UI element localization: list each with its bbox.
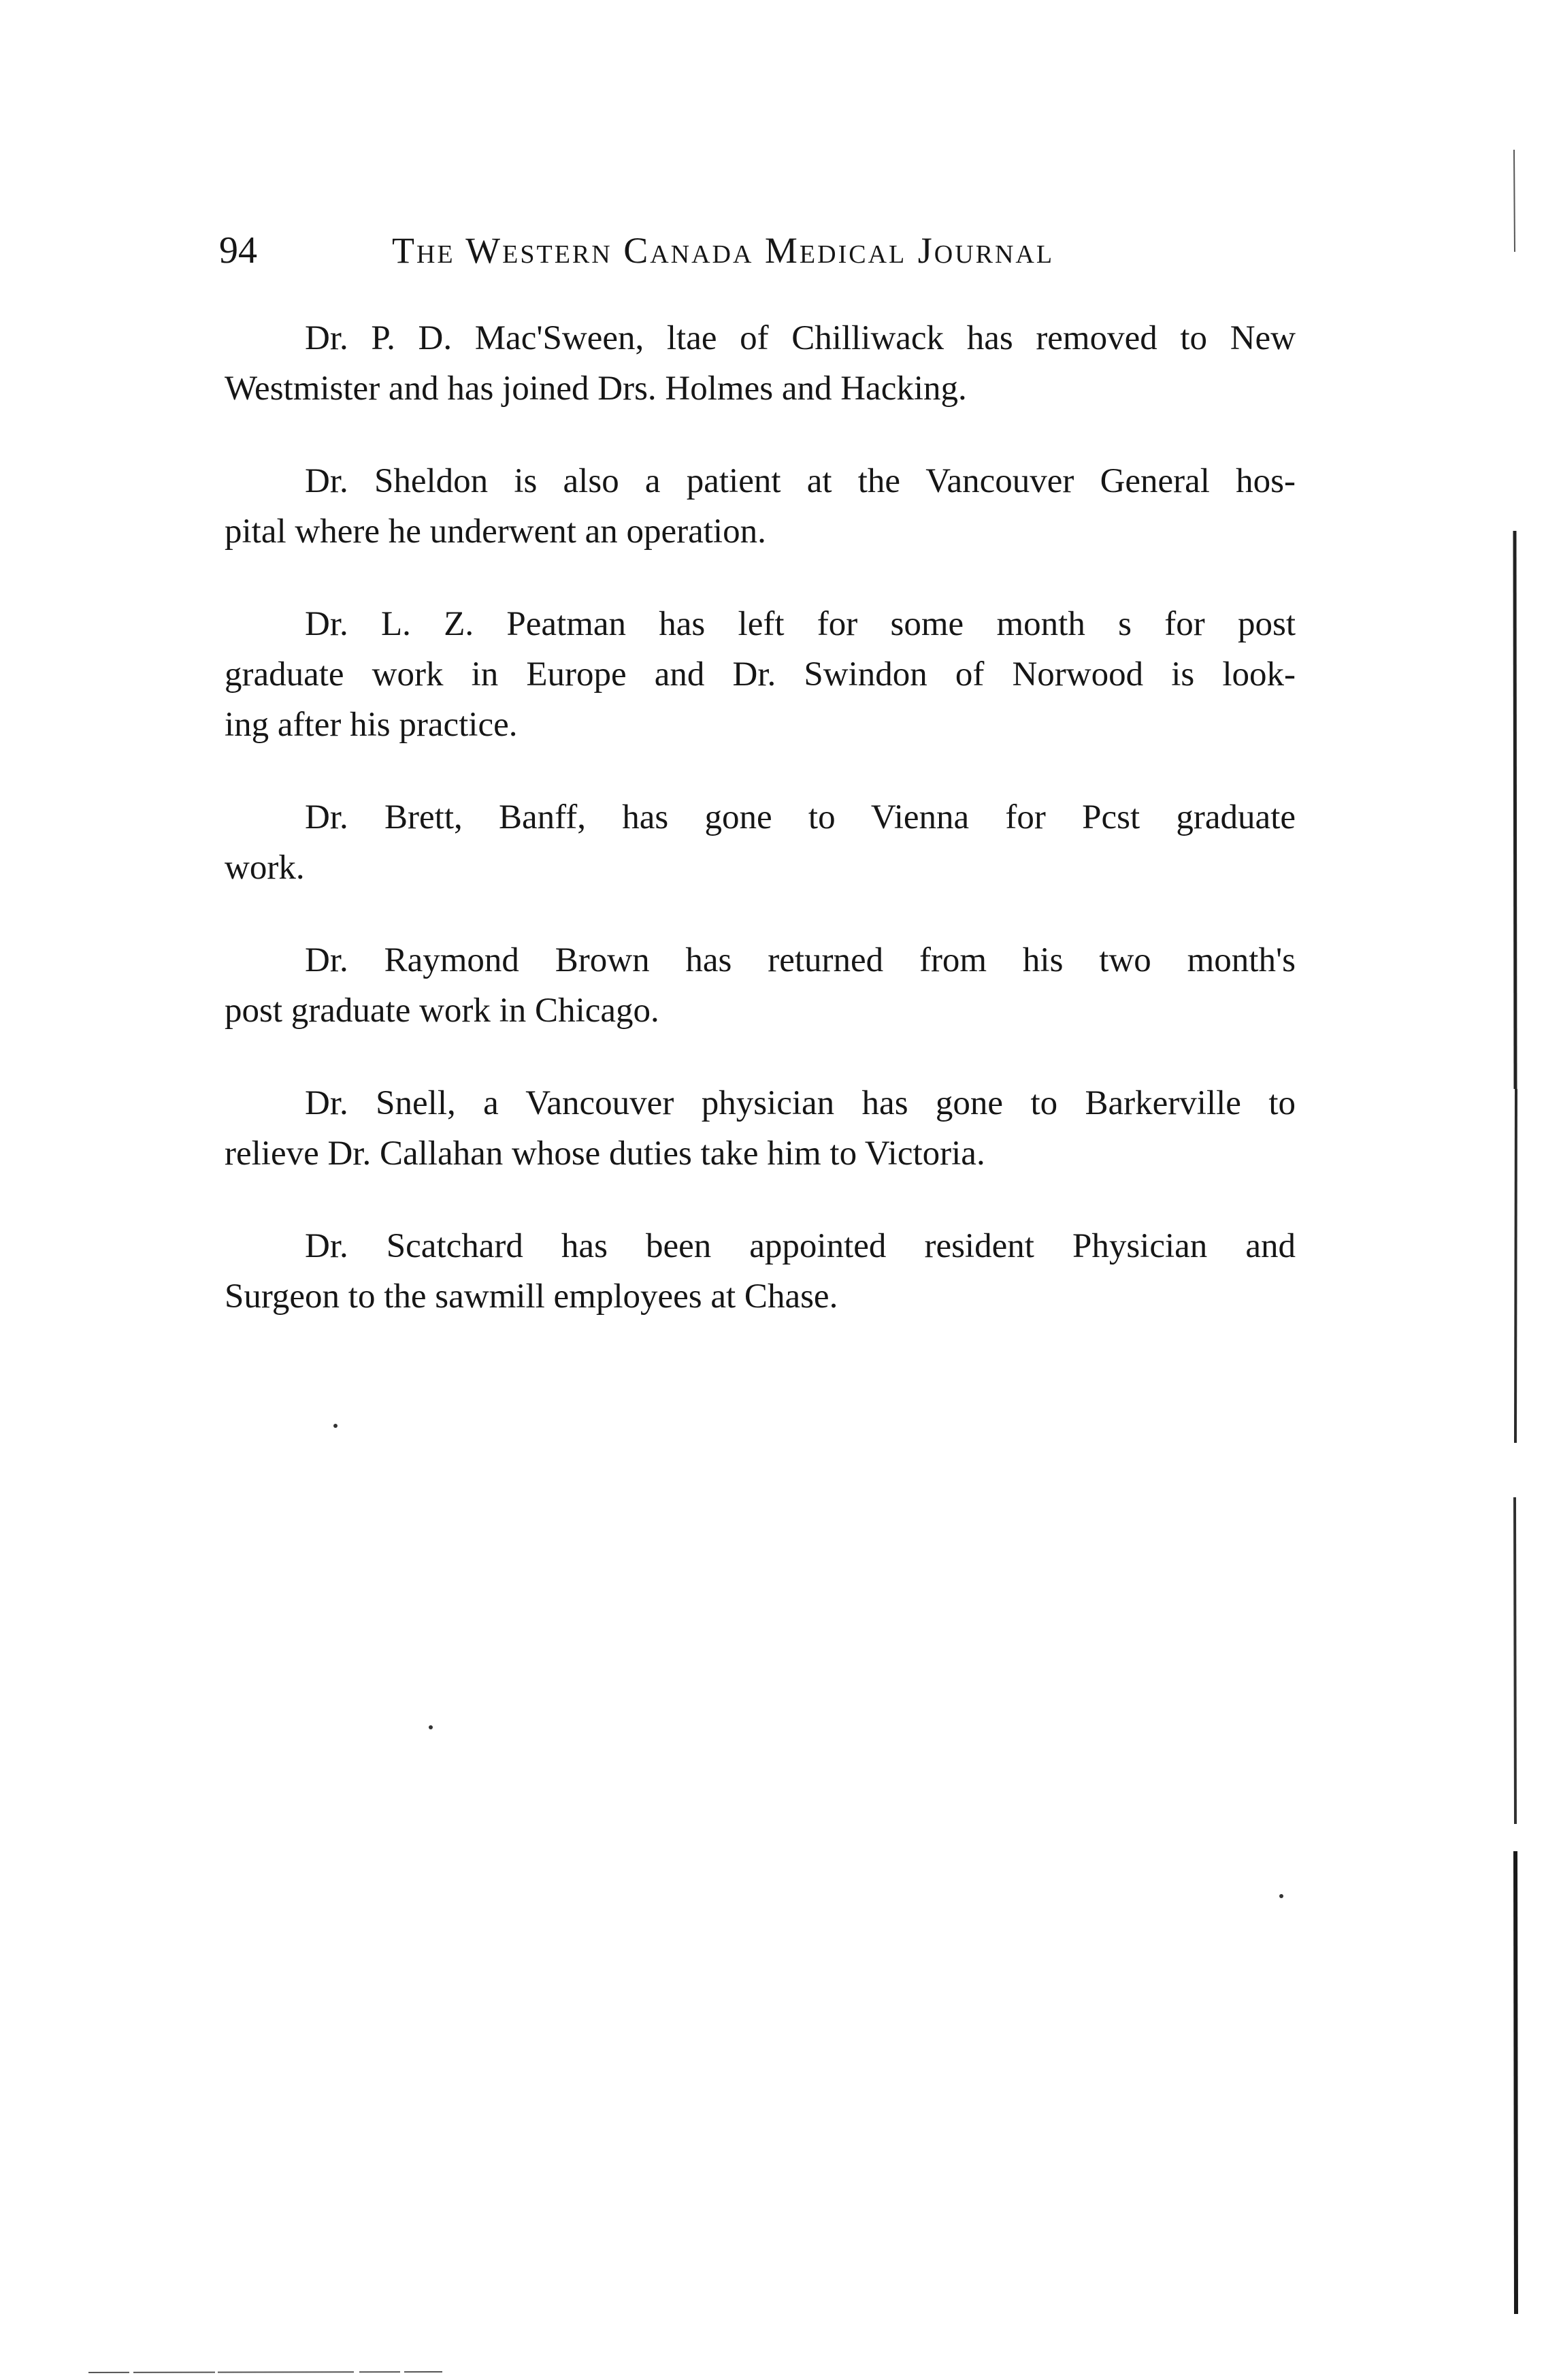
item-line: work. bbox=[225, 849, 305, 887]
item-line: ing after his practice. bbox=[225, 706, 518, 744]
item-line: post graduate work in Chicago. bbox=[225, 992, 659, 1030]
item-line: graduate work in Europe and Dr. Swindon of Norwood is look- bbox=[225, 655, 1296, 694]
scan-speck bbox=[429, 1725, 433, 1729]
news-item-snell bbox=[225, 1078, 1296, 1179]
news-item-peatman bbox=[225, 599, 1296, 750]
scan-bottom-rule bbox=[88, 2364, 442, 2368]
news-item-brown bbox=[225, 935, 1296, 1036]
scan-speck bbox=[333, 1424, 338, 1428]
item-line: Dr. Raymond Brown has returned from his two month's bbox=[305, 941, 1296, 979]
item-line: Westmister and has joined Drs. Holmes and Hacking. bbox=[225, 370, 967, 408]
scan-speck bbox=[1279, 1894, 1283, 1898]
news-item-scatchard bbox=[225, 1221, 1296, 1322]
item-line: Surgeon to the sawmill employees at Chase. bbox=[225, 1277, 838, 1316]
news-items bbox=[225, 313, 1296, 1364]
item-line: Dr. Scatchard has been appointed resident Physician and bbox=[305, 1227, 1296, 1265]
item-line: relieve Dr. Callahan whose duties take him to Victoria. bbox=[225, 1135, 985, 1173]
item-line: Dr. Brett, Banff, has gone to Vienna for Pcst graduate bbox=[305, 798, 1296, 836]
journal-title: The Western Canada Medical Journal bbox=[392, 230, 1055, 271]
scan-binding-edge bbox=[1509, 150, 1522, 2314]
page-number: 94 bbox=[219, 229, 257, 272]
item-line: Dr. Sheldon is also a patient at the Vancouver General hos- bbox=[305, 462, 1296, 500]
item-line: Dr. Snell, a Vancouver physician has gone to Barkerville to bbox=[305, 1084, 1296, 1122]
news-item-brett bbox=[225, 792, 1296, 893]
news-item-macsween bbox=[225, 313, 1296, 414]
item-line: Dr. P. D. Mac'Sween, ltae of Chilliwack has removed to New bbox=[305, 319, 1296, 357]
item-line: Dr. L. Z. Peatman has left for some month s for post bbox=[305, 605, 1296, 643]
running-head bbox=[219, 223, 1301, 278]
news-item-sheldon bbox=[225, 456, 1296, 557]
item-line: pital where he underwent an operation. bbox=[225, 512, 766, 551]
